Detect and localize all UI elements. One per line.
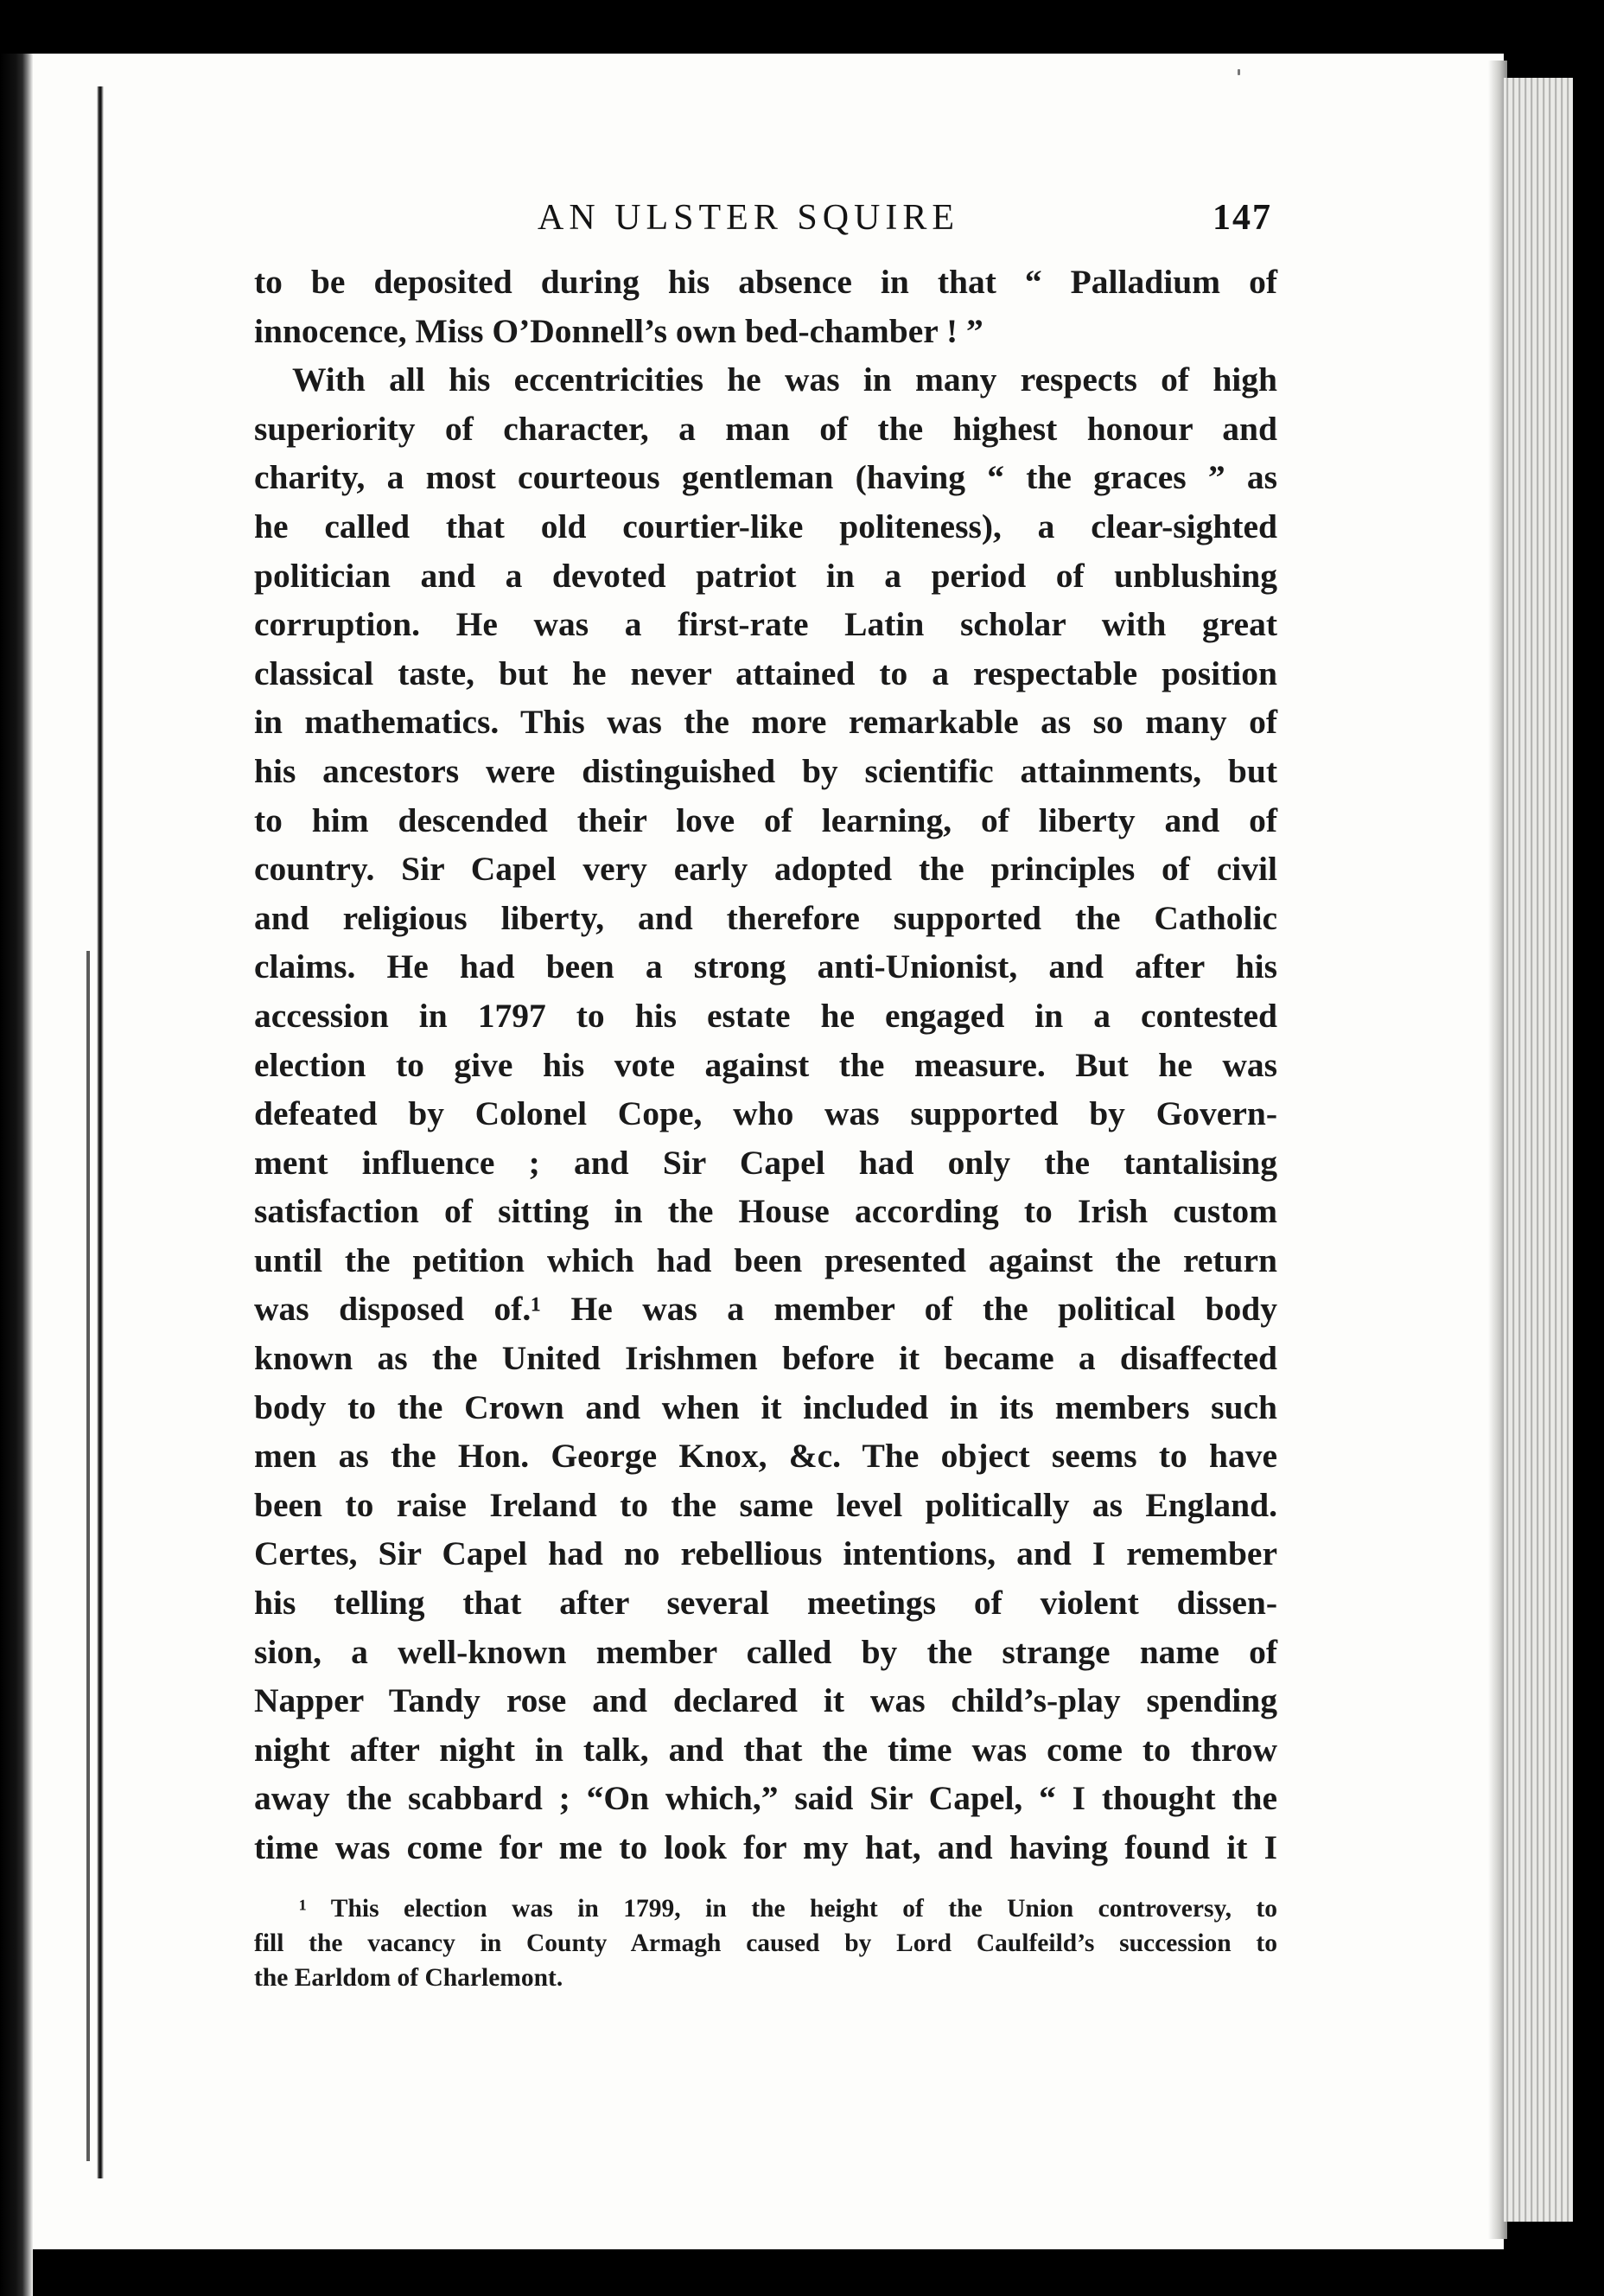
running-title: AN ULSTER SQUIRE	[538, 198, 960, 238]
footnote-line: fill the vacancy in County Armagh caused by Lord Caulfeild’s succession to	[254, 1929, 1277, 1957]
body-line: satisfaction of sitting in the House according to Irish custom	[254, 1192, 1277, 1231]
body-line: men as the Hon. George Knox, &c. The object seems to have	[254, 1437, 1277, 1476]
body-line: election to give his vote against the measure. But he was	[254, 1045, 1277, 1084]
body-line: defeated by Colonel Cope, who was supported by Govern-	[254, 1094, 1277, 1133]
body-line: claims. He had been a strong anti-Unionist, and after his	[254, 947, 1277, 986]
body-line: charity, a most courteous gentleman (having “ the graces ” as	[254, 458, 1277, 497]
body-line: known as the United Irishmen before it became a disaffected	[254, 1339, 1277, 1378]
binding-edge-line-secondary	[86, 951, 90, 2161]
body-line: superiority of character, a man of the highest honour and	[254, 409, 1277, 448]
running-head	[254, 197, 1277, 249]
footnote-line: the Earldom of Charlemont.	[254, 1963, 563, 1992]
binding-edge-line	[97, 86, 104, 2178]
body-line: and religious liberty, and therefore supported the Catholic	[254, 898, 1277, 937]
body-line: night after night in talk, and that the time was come to throw	[254, 1730, 1277, 1769]
body-line: body to the Crown and when it included in its members such	[254, 1387, 1277, 1426]
body-line: his ancestors were distinguished by scientific attainments, but	[254, 751, 1277, 790]
page-number: 147	[1213, 198, 1272, 238]
text-block	[254, 197, 1277, 1995]
right-page-edges	[1504, 78, 1573, 2222]
body-line: away the scabbard ; “On which,” said Sir Capel, “ I thought the	[254, 1779, 1277, 1818]
bottom-scan-border	[33, 2249, 1604, 2296]
body-line: to him descended their love of learning, of liberty and of	[254, 800, 1277, 839]
body-line: innocence, Miss O’Donnell’s own bed-chamber ! ”	[254, 311, 983, 350]
body-line: time was come for me to look for my hat, and having found it I	[254, 1828, 1277, 1866]
body-line: corruption. He was a first-rate Latin scholar with great	[254, 605, 1277, 644]
body-line: With all his eccentricities he was in many respects of high	[292, 360, 1277, 399]
body-line: Napper Tandy rose and declared it was child’s-play spending	[254, 1681, 1277, 1720]
footnotes	[254, 1891, 1277, 1995]
body-line: sion, a well-known member called by the strange name of	[254, 1632, 1277, 1671]
body-line: politician and a devoted patriot in a period of unblushing	[254, 556, 1277, 595]
body-line: classical taste, but he never attained to a respectable position	[254, 654, 1277, 692]
dust-speck	[1238, 69, 1240, 75]
body-line: his telling that after several meetings of violent dissen-	[254, 1584, 1277, 1623]
body-line: he called that old courtier-like politeness), a clear-sighted	[254, 507, 1277, 545]
left-gutter-shadow	[0, 54, 33, 2296]
body-line: country. Sir Capel very early adopted the principles of civil	[254, 850, 1277, 889]
body-line: accession in 1797 to his estate he engaged in a contested	[254, 996, 1277, 1035]
body-line: in mathematics. This was the more remarkable as so many of	[254, 703, 1277, 742]
body-line: ment influence ; and Sir Capel had only the tantalising	[254, 1143, 1277, 1182]
body-line: been to raise Ireland to the same level politically as England.	[254, 1485, 1277, 1524]
body-line: Certes, Sir Capel had no rebellious intentions, and I remember	[254, 1534, 1277, 1573]
body-line: to be deposited during his absence in that “ Palladium of	[254, 263, 1277, 301]
body-text	[254, 258, 1277, 1872]
footnote-line: ¹ This election was in 1799, in the height of the Union controversy, to	[299, 1894, 1277, 1923]
body-line: until the petition which had been presented against the return	[254, 1240, 1277, 1279]
body-line: was disposed of.¹ He was a member of the political body	[254, 1290, 1277, 1329]
